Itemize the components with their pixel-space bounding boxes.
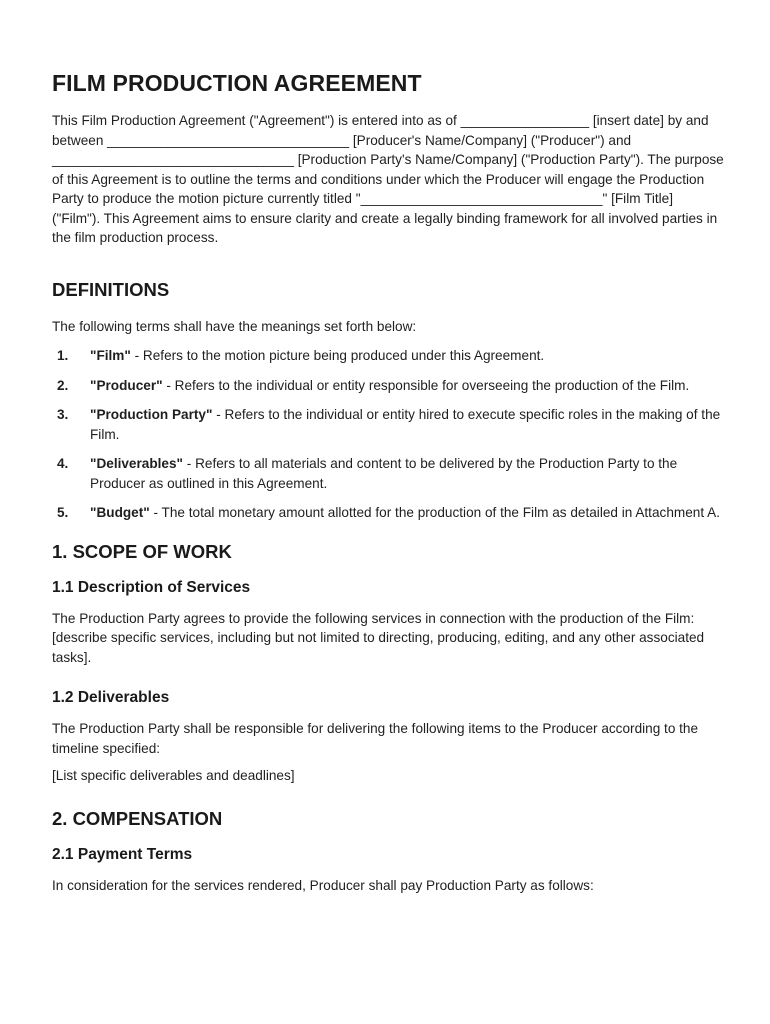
definition-number: 3.	[57, 407, 69, 422]
definitions-lead: The following terms shall have the meanings set forth below:	[52, 318, 417, 334]
definition-number: 5.	[57, 505, 69, 520]
definition-number: 4.	[57, 456, 69, 471]
definitions-heading: DEFINITIONS	[52, 278, 170, 300]
definition-term: "Production Party"	[90, 407, 213, 422]
services-heading: 1.1 Description of Services	[52, 578, 251, 596]
payment-terms-heading: 2.1 Payment Terms	[52, 845, 193, 863]
deliverables-placeholder: [List specific deliverables and deadlines]	[52, 768, 295, 783]
document-body	[52, 70, 724, 895]
services-paragraph: The Production Party agrees to provide the following services in connection with the production of the Film: [describe specific services, including but not limited to directing, producing, editing, and any other associated tasks].	[52, 610, 705, 665]
compensation-heading: 2. COMPENSATION	[52, 807, 223, 829]
definition-text: - Refers to the individual or entity hired to execute specific roles in the making of the Film.	[90, 407, 721, 442]
deliverables-paragraph: The Production Party shall be responsible for delivering the following items to the Producer according to the timeline specified:	[52, 721, 699, 756]
definition-item	[52, 454, 724, 493]
intro-paragraph: This Film Production Agreement ("Agreement") is entered into as of _________________ [insert date] by and between ________________________________ [Producer's Name/Company] ("Producer") and ________________________________ [Production Party's Name/Company] ("Production Party"). The purpose of this Agreement is to outline the terms and conditions under which the Producer will engage the Production Party to produce the motion picture currently titled "________________________________" [Film Title] ("Film"). This Agreement aims to ensure clarity and create a legally binding framework for all involved parties in the film production process.	[52, 113, 724, 245]
document-title: FILM PRODUCTION AGREEMENT	[52, 70, 422, 96]
definition-text: - The total monetary amount allotted for the production of the Film as detailed in Attachment A.	[149, 505, 720, 520]
definition-term: "Producer"	[90, 377, 163, 393]
definition-item	[52, 376, 724, 396]
definition-item	[52, 346, 724, 366]
definition-item	[52, 405, 724, 444]
deliverables-heading: 1.2 Deliverables	[52, 689, 170, 706]
definition-text: - Refers to the individual or entity responsible for overseeing the production of the Film.	[162, 377, 690, 393]
scope-heading: 1. SCOPE OF WORK	[52, 540, 232, 562]
definition-number: 1.	[57, 348, 69, 363]
definitions-list	[52, 346, 724, 523]
definition-item	[52, 503, 724, 523]
definition-term: "Deliverables"	[90, 456, 183, 471]
definition-term: "Budget"	[90, 505, 150, 520]
definition-text: - Refers to all materials and content to be delivered by the Production Party to the Producer as outlined in this Agreement.	[90, 456, 678, 491]
definition-term: "Film"	[90, 348, 131, 363]
definition-text: - Refers to the motion picture being produced under this Agreement.	[130, 348, 545, 363]
payment-terms-paragraph: In consideration for the services rendered, Producer shall pay Production Party as follows:	[52, 877, 594, 893]
definition-number: 2.	[57, 377, 69, 393]
